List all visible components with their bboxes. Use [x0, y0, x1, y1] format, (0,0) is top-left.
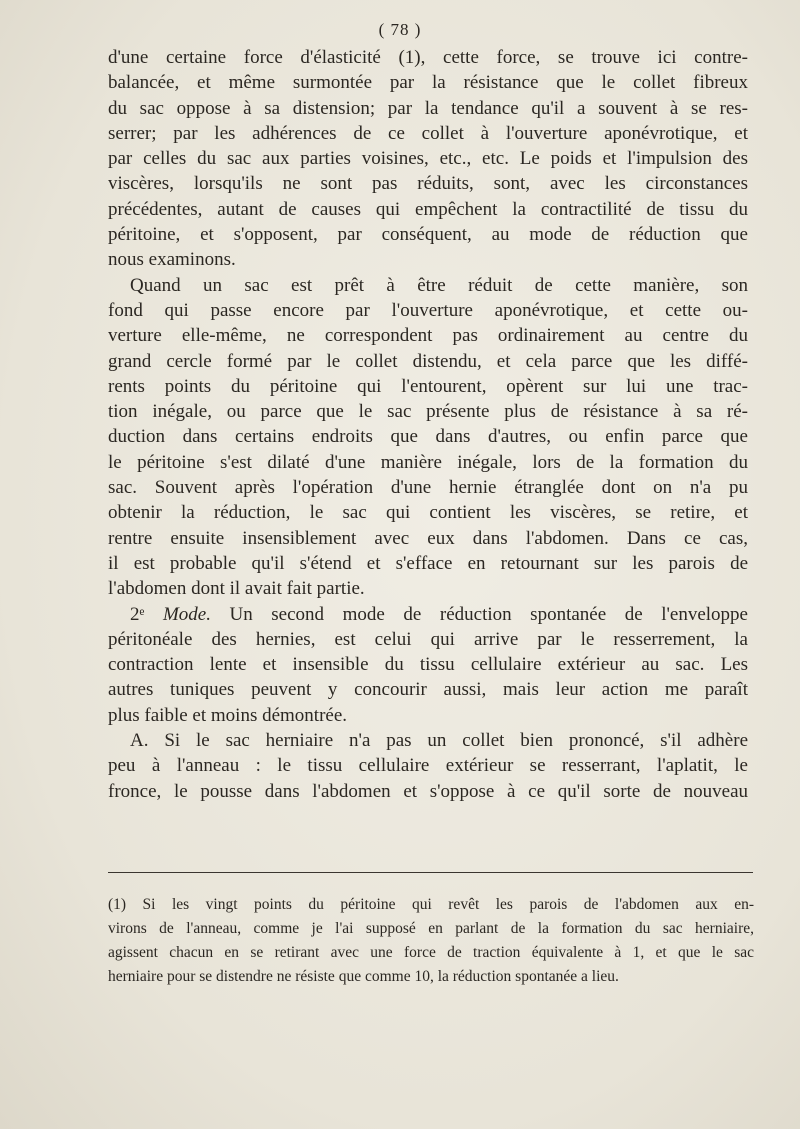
text-line: par celles du sac aux parties voisines, etc., etc. Le poids et l'impulsion des: [108, 148, 748, 170]
footnote-divider: [108, 872, 753, 873]
footnote-line: virons de l'anneau, comme je l'ai supposé en parlant de la formation du sac herniaire,: [108, 920, 754, 937]
text-line: plus faible et moins démontrée.: [108, 704, 348, 726]
text-line: péritonéale des hernies, est celui qui arrive par le resserrement, la: [108, 628, 748, 650]
paragraph-1: [108, 45, 748, 273]
text-line: serrer; par les adhérences de ce collet à l'ouverture aponévrotique, et: [108, 122, 748, 144]
paragraph-3: [108, 602, 748, 728]
text-line: le péritoine s'est dilaté d'une manière inégale, lors de la formation du: [108, 451, 748, 473]
text-line: d'une certaine force d'élasticité (1), cette force, se trouve ici contre-: [108, 47, 748, 68]
text-line: duction dans certains endroits que dans d'autres, ou enfin parce que: [108, 426, 748, 448]
text-line: Quand un sac est prêt à être réduit de cette manière, son: [130, 274, 748, 296]
footnote-line: (1) Si les vingt points du péritoine qui revêt les parois de l'abdomen aux en-: [108, 896, 754, 913]
text-line: il est probable qu'il s'étend et s'efface en retournant sur les parois de: [108, 552, 748, 574]
text-line: l'abdomen dont il avait fait partie.: [108, 578, 365, 600]
text-line: fronce, le pousse dans l'abdomen et s'oppose à ce qu'il sorte de nouveau: [108, 780, 748, 802]
text-line: peu à l'anneau : le tissu cellulaire extérieur se resserrant, l'aplatit, le: [108, 755, 748, 777]
text-line: rentre ensuite insensiblement avec eux dans l'abdomen. Dans ce cas,: [108, 527, 748, 549]
paragraph-4: [108, 728, 748, 804]
text-line: A. Si le sac herniaire n'a pas un collet bien prononcé, s'il adhère: [130, 730, 748, 752]
footnote: [108, 893, 754, 989]
text-line: rents points du péritoine qui l'entourent, opèrent sur lui une trac-: [108, 375, 748, 397]
page-number: ( 78 ): [378, 20, 422, 39]
text-line: obtenir la réduction, le sac qui contient les viscères, se retire, et: [108, 502, 748, 524]
text-line: autres tuniques peuvent y concourir aussi, mais leur action me paraît: [108, 679, 748, 701]
text-line: nous examinons.: [108, 249, 236, 271]
text-line: précédentes, autant de causes qui empêchent la contractilité de tissu du: [108, 198, 748, 220]
body-text: [108, 45, 748, 804]
text-line: tion inégale, ou parce que le sac présente plus de résistance à sa ré-: [108, 401, 748, 423]
text-line: contraction lente et insensible du tissu cellulaire extérieur au sac. Les: [108, 654, 748, 676]
mode-heading: Mode.: [162, 603, 211, 625]
text-line: 2ᵉ Mode. Un second mode de réduction spontanée de l'enveloppe: [130, 603, 748, 625]
text-line: du sac oppose à sa distension; par la tendance qu'il a souvent à se res-: [108, 97, 748, 119]
text-line: viscères, lorsqu'ils ne sont pas réduits, sont, avec les circonstances: [108, 173, 748, 195]
text-line: fond qui passe encore par l'ouverture aponévrotique, et cette ou-: [108, 299, 748, 321]
text-line: grand cercle formé par le collet distendu, et cela parce que les diffé-: [108, 350, 748, 372]
text-line: péritoine, et s'opposent, par conséquent, au mode de réduction que: [108, 224, 748, 246]
text-line: verture elle-même, ne correspondent pas ordinairement au centre du: [108, 325, 748, 347]
paragraph-2: [108, 273, 748, 602]
footnote-line: herniaire pour se distendre ne résiste que comme 10, la réduction spontanée a lieu.: [108, 968, 619, 985]
footnote-line: agissent chacun en se retirant avec une force de traction équivalente à 1, et que le sac: [108, 944, 754, 961]
text-line: sac. Souvent après l'opération d'une hernie étranglée dont on n'a pu: [108, 477, 748, 499]
text-line: balancée, et même surmontée par la résistance que le collet fibreux: [108, 72, 748, 94]
